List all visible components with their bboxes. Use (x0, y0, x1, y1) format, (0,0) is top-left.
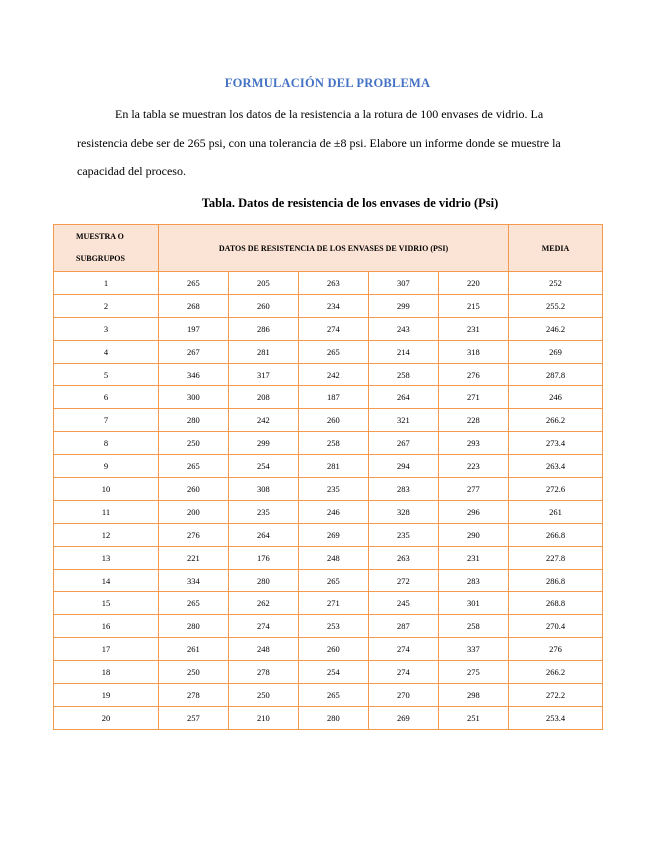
resistance-value-cell: 250 (229, 684, 299, 707)
resistance-value-cell: 253 (299, 615, 369, 638)
resistance-value-cell: 258 (299, 432, 369, 455)
resistance-value-cell: 274 (229, 615, 299, 638)
resistance-value-cell: 280 (159, 615, 229, 638)
resistance-value-cell: 271 (299, 592, 369, 615)
mean-value-cell: 269 (509, 340, 603, 363)
resistance-value-cell: 248 (229, 638, 299, 661)
resistance-value-cell: 317 (229, 363, 299, 386)
resistance-value-cell: 280 (159, 409, 229, 432)
resistance-value-cell: 334 (159, 569, 229, 592)
resistance-value-cell: 235 (299, 478, 369, 501)
resistance-value-cell: 214 (369, 340, 439, 363)
table-row (54, 455, 603, 478)
resistance-value-cell: 251 (439, 706, 509, 729)
subgroup-id-cell: 4 (54, 340, 159, 363)
resistance-value-cell: 215 (439, 294, 509, 317)
table-row (54, 386, 603, 409)
subgroup-id-cell: 14 (54, 569, 159, 592)
resistance-value-cell: 281 (299, 455, 369, 478)
table-row (54, 569, 603, 592)
table-row (54, 661, 603, 684)
mean-value-cell: 270.4 (509, 615, 603, 638)
subgroup-id-cell: 20 (54, 706, 159, 729)
table-row (54, 294, 603, 317)
subgroup-id-cell: 12 (54, 523, 159, 546)
resistance-value-cell: 242 (229, 409, 299, 432)
mean-value-cell: 246 (509, 386, 603, 409)
resistance-value-cell: 280 (229, 569, 299, 592)
resistance-value-cell: 287 (369, 615, 439, 638)
resistance-value-cell: 260 (229, 294, 299, 317)
resistance-value-cell: 234 (299, 294, 369, 317)
subgroup-id-cell: 5 (54, 363, 159, 386)
resistance-value-cell: 293 (439, 432, 509, 455)
resistance-value-cell: 263 (299, 272, 369, 295)
resistance-value-cell: 231 (439, 317, 509, 340)
table-row (54, 317, 603, 340)
resistance-value-cell: 278 (159, 684, 229, 707)
resistance-value-cell: 261 (159, 638, 229, 661)
subgroup-id-cell: 6 (54, 386, 159, 409)
resistance-value-cell: 265 (159, 455, 229, 478)
resistance-value-cell: 221 (159, 546, 229, 569)
subgroup-id-cell: 1 (54, 272, 159, 295)
mean-header: MEDIA (509, 225, 603, 272)
table-row (54, 272, 603, 295)
table-row (54, 340, 603, 363)
resistance-value-cell: 265 (159, 592, 229, 615)
subgroup-id-cell: 7 (54, 409, 159, 432)
table-header-row (54, 225, 603, 272)
resistance-value-cell: 265 (299, 340, 369, 363)
mean-value-cell: 261 (509, 500, 603, 523)
resistance-value-cell: 265 (299, 684, 369, 707)
resistance-value-cell: 208 (229, 386, 299, 409)
subgroup-id-cell: 10 (54, 478, 159, 501)
resistance-value-cell: 205 (229, 272, 299, 295)
table-row (54, 615, 603, 638)
mean-value-cell: 286.8 (509, 569, 603, 592)
resistance-value-cell: 286 (229, 317, 299, 340)
resistance-value-cell: 283 (439, 569, 509, 592)
resistance-value-cell: 210 (229, 706, 299, 729)
resistance-value-cell: 300 (159, 386, 229, 409)
resistance-value-cell: 277 (439, 478, 509, 501)
resistance-value-cell: 280 (299, 706, 369, 729)
mean-value-cell: 272.2 (509, 684, 603, 707)
subgroup-header-line2: SUBGRUPOS (76, 254, 125, 263)
table-row (54, 409, 603, 432)
resistance-value-cell: 254 (299, 661, 369, 684)
table-row (54, 706, 603, 729)
resistance-value-cell: 263 (369, 546, 439, 569)
mean-value-cell: 253.4 (509, 706, 603, 729)
mean-value-cell: 227.8 (509, 546, 603, 569)
resistance-value-cell: 197 (159, 317, 229, 340)
mean-value-cell: 266.2 (509, 661, 603, 684)
resistance-value-cell: 271 (439, 386, 509, 409)
subgroup-id-cell: 19 (54, 684, 159, 707)
resistance-value-cell: 269 (369, 706, 439, 729)
resistance-data-table (53, 224, 603, 730)
resistance-value-cell: 276 (159, 523, 229, 546)
subgroup-id-cell: 2 (54, 294, 159, 317)
resistance-value-cell: 262 (229, 592, 299, 615)
resistance-value-cell: 243 (369, 317, 439, 340)
data-header: DATOS DE RESISTENCIA DE LOS ENVASES DE VIDRIO (PSI) (159, 225, 509, 272)
mean-value-cell: 263.4 (509, 455, 603, 478)
subgroup-id-cell: 9 (54, 455, 159, 478)
table-row (54, 638, 603, 661)
resistance-value-cell: 187 (299, 386, 369, 409)
resistance-value-cell: 298 (439, 684, 509, 707)
resistance-value-cell: 200 (159, 500, 229, 523)
table-row (54, 432, 603, 455)
subgroup-header-line1: MUESTRA O (76, 232, 124, 241)
resistance-value-cell: 274 (299, 317, 369, 340)
table-caption: Tabla. Datos de resistencia de los envases de vidrio (Psi) (201, 196, 499, 210)
resistance-value-cell: 248 (299, 546, 369, 569)
mean-value-cell: 287.8 (509, 363, 603, 386)
resistance-value-cell: 257 (159, 706, 229, 729)
resistance-value-cell: 258 (369, 363, 439, 386)
resistance-value-cell: 337 (439, 638, 509, 661)
subgroup-id-cell: 17 (54, 638, 159, 661)
table-row (54, 592, 603, 615)
resistance-value-cell: 270 (369, 684, 439, 707)
mean-value-cell: 255.2 (509, 294, 603, 317)
resistance-value-cell: 294 (369, 455, 439, 478)
subgroup-header (54, 225, 159, 272)
resistance-value-cell: 321 (369, 409, 439, 432)
resistance-value-cell: 318 (439, 340, 509, 363)
resistance-value-cell: 281 (229, 340, 299, 363)
resistance-value-cell: 274 (369, 661, 439, 684)
table-row (54, 523, 603, 546)
subgroup-id-cell: 18 (54, 661, 159, 684)
resistance-value-cell: 235 (369, 523, 439, 546)
mean-value-cell: 268.8 (509, 592, 603, 615)
table-body (54, 272, 603, 730)
resistance-value-cell: 242 (299, 363, 369, 386)
subgroup-id-cell: 8 (54, 432, 159, 455)
resistance-value-cell: 223 (439, 455, 509, 478)
subgroup-id-cell: 15 (54, 592, 159, 615)
resistance-value-cell: 220 (439, 272, 509, 295)
resistance-value-cell: 276 (439, 363, 509, 386)
table-row (54, 546, 603, 569)
problem-paragraph-text: En la tabla se muestran los datos de la resistencia a la rotura de 100 envases de vidrio. La resistencia debe ser de 265 psi, con una tolerancia de ±8 psi. Elabore un informe donde se muestre la capacidad del proceso. (77, 107, 561, 178)
resistance-value-cell: 296 (439, 500, 509, 523)
table-row (54, 684, 603, 707)
resistance-value-cell: 260 (299, 409, 369, 432)
resistance-value-cell: 275 (439, 661, 509, 684)
resistance-value-cell: 250 (159, 661, 229, 684)
resistance-value-cell: 254 (229, 455, 299, 478)
resistance-value-cell: 274 (369, 638, 439, 661)
resistance-value-cell: 301 (439, 592, 509, 615)
resistance-value-cell: 272 (369, 569, 439, 592)
resistance-value-cell: 260 (299, 638, 369, 661)
table-row (54, 500, 603, 523)
resistance-value-cell: 264 (369, 386, 439, 409)
mean-value-cell: 273.4 (509, 432, 603, 455)
subgroup-id-cell: 13 (54, 546, 159, 569)
mean-value-cell: 276 (509, 638, 603, 661)
resistance-value-cell: 264 (229, 523, 299, 546)
resistance-value-cell: 267 (369, 432, 439, 455)
subgroup-id-cell: 11 (54, 500, 159, 523)
table-row (54, 478, 603, 501)
resistance-value-cell: 346 (159, 363, 229, 386)
resistance-value-cell: 328 (369, 500, 439, 523)
resistance-value-cell: 228 (439, 409, 509, 432)
mean-value-cell: 266.2 (509, 409, 603, 432)
document-heading: FORMULACIÓN DEL PROBLEMA (224, 76, 431, 90)
resistance-value-cell: 307 (369, 272, 439, 295)
mean-value-cell: 266.8 (509, 523, 603, 546)
subgroup-id-cell: 16 (54, 615, 159, 638)
resistance-value-cell: 299 (229, 432, 299, 455)
resistance-value-cell: 267 (159, 340, 229, 363)
resistance-value-cell: 235 (229, 500, 299, 523)
resistance-value-cell: 265 (299, 569, 369, 592)
resistance-value-cell: 258 (439, 615, 509, 638)
mean-value-cell: 272.6 (509, 478, 603, 501)
subgroup-id-cell: 3 (54, 317, 159, 340)
resistance-value-cell: 265 (159, 272, 229, 295)
resistance-value-cell: 260 (159, 478, 229, 501)
mean-value-cell: 252 (509, 272, 603, 295)
resistance-value-cell: 246 (299, 500, 369, 523)
resistance-value-cell: 268 (159, 294, 229, 317)
resistance-value-cell: 176 (229, 546, 299, 569)
resistance-value-cell: 308 (229, 478, 299, 501)
resistance-value-cell: 290 (439, 523, 509, 546)
resistance-value-cell: 269 (299, 523, 369, 546)
problem-paragraph (77, 100, 582, 186)
resistance-value-cell: 250 (159, 432, 229, 455)
table-row (54, 363, 603, 386)
resistance-value-cell: 299 (369, 294, 439, 317)
mean-value-cell: 246.2 (509, 317, 603, 340)
resistance-value-cell: 245 (369, 592, 439, 615)
resistance-value-cell: 283 (369, 478, 439, 501)
resistance-value-cell: 231 (439, 546, 509, 569)
resistance-value-cell: 278 (229, 661, 299, 684)
